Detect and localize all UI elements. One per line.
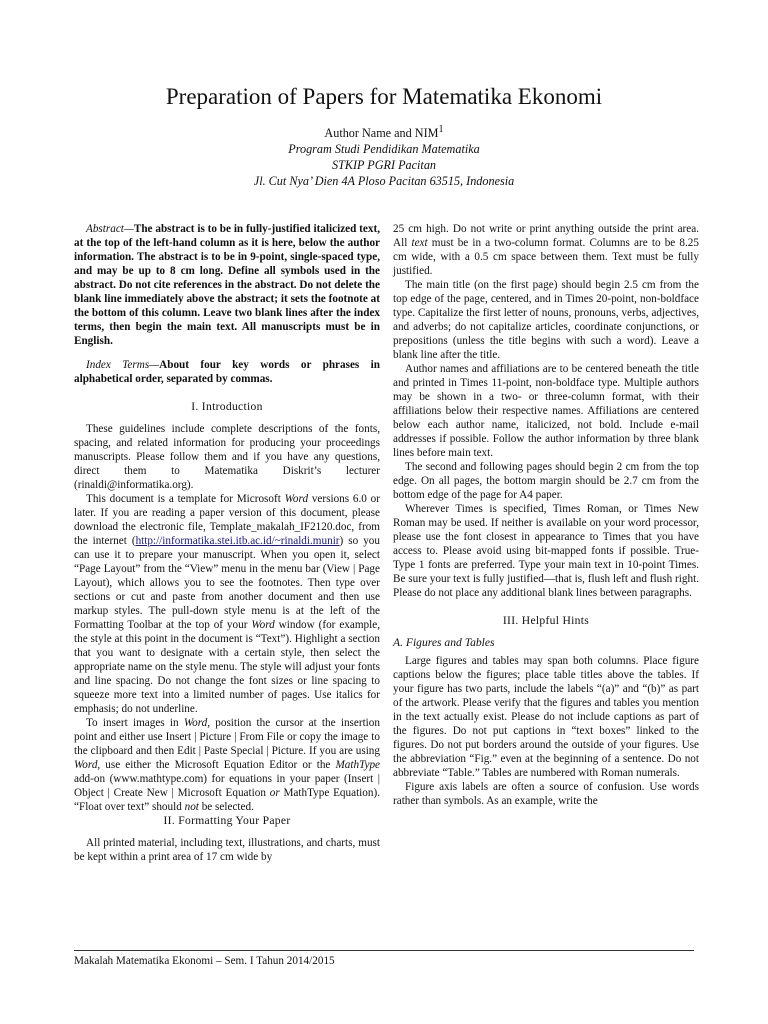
author-line xyxy=(0,122,768,141)
text-run: versions 6.0 or later. If you are reading a paper version of this document, please download the electronic file, Template_makalah_IF2120.doc, from the internet ( xyxy=(74,493,380,547)
text-run-italic: Word xyxy=(284,493,309,505)
intro-paragraph-3 xyxy=(74,716,380,814)
formatting-paragraph-5: The second and following pages should begin 2 cm from the top edge. On all pages, the bottom margin should be 2.7 cm from the bottom edge of the page for A4 paper. xyxy=(393,461,699,501)
intro-paragraph-2 xyxy=(74,492,380,716)
text-run-italic: Word, xyxy=(183,717,211,729)
abstract-label: Abstract— xyxy=(86,223,134,235)
section-hints-heading: III. Helpful Hints xyxy=(502,614,590,627)
formatting-paragraph-2 xyxy=(393,222,699,278)
text-run: MathType Equation). “Float over text” should xyxy=(74,787,380,813)
text-run-italic: text xyxy=(411,237,428,249)
text-run-italic: Word xyxy=(251,619,275,631)
author-block xyxy=(0,122,768,189)
formatting-paragraph-6: Wherever Times is specified, Times Roman, or Times New Roman may be used. If neither is available on your word processor, please use the font closest in appearance to Times that you have access to. Please avoid using bit-mapped fonts if possible. True-Type 1 fonts are preferred. Type your main text in 10-point Times. Be sure your text is fully justified—that is, flush left and flush right. Please do not place any additional blank lines between paragraphs. xyxy=(393,503,699,599)
index-terms xyxy=(74,358,380,386)
text-run: use either the Microsoft Equation Editor or the xyxy=(100,759,336,771)
intro-paragraph-1: These guidelines include complete descriptions of the fonts, spacing, and related information for producing your proceedings manuscripts. Please follow them and if you have any questions, direct them to Matematika Diskrit’s lecturer (rinaldi@informatika.org). xyxy=(74,423,380,491)
author-name: Author Name and NIM xyxy=(324,126,439,141)
text-run-italic: MathType xyxy=(335,759,380,771)
author-department: Program Studi Pendidikan Matematika xyxy=(288,142,480,157)
subsection-figures-heading: A. Figures and Tables xyxy=(393,636,495,649)
formatting-paragraph-1: All printed material, including text, illustrations, and charts, must be kept within a print area of 17 cm wide by xyxy=(74,837,380,863)
section-introduction-heading: I. Introduction xyxy=(191,400,263,413)
index-terms-text: About four key words or phrases in alphabetical order, separated by commas. xyxy=(74,359,380,385)
text-run: must be in a two-column format. Columns are to be 8.25 cm wide, with a 0.5 cm space between them. Text must be fully justified. xyxy=(393,237,699,277)
text-run: be selected. xyxy=(198,801,254,813)
formatting-paragraph-3: The main title (on the first page) should begin 2.5 cm from the top edge of the page, centered, and in Times 20-point, non-boldface type. Capitalize the first letter of nouns, pronouns, verbs, adjectives, and adverbs; do not capitalize articles, coordinate conjunctions, or prepositions (unless the title begins with such a word). Leave a blank line after the title. xyxy=(393,279,699,361)
figures-paragraph-2: Figure axis labels are often a source of confusion. Use words rather than symbols. As an example, write the xyxy=(393,781,699,807)
figures-paragraph-1: Large figures and tables may span both columns. Place figure captions below the figures; place table titles above the tables. If your figure has two parts, include the labels “(a)” and “(b)” as part of the artwork. Please verify that the figures and tables you mention in the text actually exist. Please do not include captions as part of the figures. Do not put captions in “text boxes” linked to the figures. Do not put borders around the outside of your figures. Use the abbreviation “Fig.” even at the beginning of a sentence. Do not abbreviate “Table.” Tables are numbered with Roman numerals. xyxy=(393,655,699,779)
formatting-paragraph-4: Author names and affiliations are to be centered beneath the title and printed in Times 11-point, non-boldface type. Multiple authors may be shown in a two- or three-column format, with their affiliations below their respective names. Affiliations are centered below each author name, italicized, not bold. Include e-mail addresses if possible. Follow the author information by three blank lines before main text. xyxy=(393,363,699,459)
paper-title: Preparation of Papers for Matematika Ekonomi xyxy=(165,84,603,109)
text-run: window (for example, the style at this point in the document is “Text”). Highlight a section that you want to designate with a certain style, then select the appropriate name on the style menu. The style will adjust your fonts and line spacing. Do not change the font sizes or line spacing to squeeze more text into a limited number of pages. Use italics for emphasis; do not underline. xyxy=(74,619,381,715)
text-run: To insert images in xyxy=(86,717,184,729)
left-column xyxy=(74,222,380,864)
author-address: Jl. Cut Nya’ Dien 4A Ploso Pacitan 63515, Indonesia xyxy=(253,174,515,189)
author-superscript: 1 xyxy=(438,124,444,135)
section-formatting-heading: II. Formatting Your Paper xyxy=(163,814,291,827)
page-footer: Makalah Matematika Ekonomi – Sem. I Tahun 2014/2015 xyxy=(74,950,694,967)
template-url-link[interactable]: http://informatika.stei.itb.ac.id/~rinaldi.munir xyxy=(135,535,340,547)
text-run-italic: or xyxy=(269,787,280,799)
author-institution: STKIP PGRI Pacitan xyxy=(331,158,437,173)
abstract-text: The abstract is to be in fully-justified italicized text, at the top of the left-hand column as it is here, below the author information. The abstract is to be in 9-point, single-spaced type, and may be up to 8 cm long. Define all symbols used in the abstract. Do not cite references in the abstract. Do not delete the blank line immediately above the abstract; it sets the footnote at the bottom of this column. Leave two blank lines after the index terms, then begin the main text. All manuscripts must be in English. xyxy=(74,223,380,347)
text-run-italic: Word, xyxy=(74,759,101,771)
text-run: 25 cm high. Do not write or print anything outside the print area. All xyxy=(393,223,699,249)
index-terms-label: Index Terms— xyxy=(86,359,160,371)
abstract xyxy=(74,222,380,348)
text-run: position the cursor at the insertion point and either use Insert | Picture | From File or copy the image to the clipboard and then Edit | Paste Special | Picture. If you are using xyxy=(74,717,380,757)
text-run-italic: not xyxy=(184,801,199,813)
text-run: add-on (www.mathtype.com) for equations in your paper (Insert | Object | Create New | Microsoft Equation xyxy=(74,773,380,799)
text-run: ) so you can use it to prepare your manuscript. When you open it, select “Page Layout” from the “View” menu in the menu bar (View | Page Layout), which allows you to see the footnotes. Then type over sections or cut and paste from another document and then use markup styles. The pull-down style menu is at the left of the Formatting Toolbar at the top of your xyxy=(74,535,380,631)
right-column xyxy=(393,222,699,808)
text-run: This document is a template for Microsoft xyxy=(86,493,285,505)
